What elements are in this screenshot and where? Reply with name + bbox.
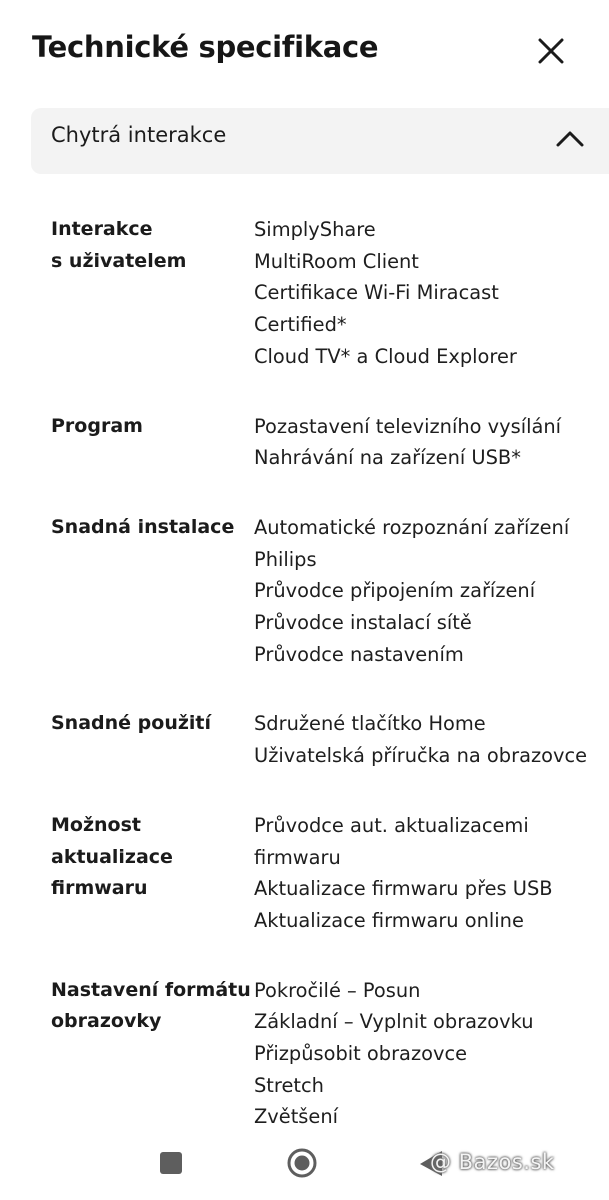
spec-value: Průvodce aut. aktualizacemi — [254, 813, 529, 837]
spec-label-line: Snadné použití — [51, 712, 212, 735]
spec-value: Automatické rozpoznání zařízení — [254, 515, 570, 539]
spec-value: Philips — [254, 547, 317, 571]
spec-value: Sdružené tlačítko Home — [254, 712, 486, 736]
chevron-up-icon — [555, 130, 585, 148]
spec-values — [254, 975, 604, 1128]
spec-label — [51, 810, 247, 905]
spec-value: Aktualizace firmwaru online — [254, 908, 524, 932]
spec-values — [254, 411, 604, 474]
spec-label-line: Program — [51, 414, 143, 437]
spec-value: Stretch — [254, 1073, 324, 1097]
close-button[interactable] — [532, 32, 570, 70]
spec-value: Aktualizace firmwaru přes USB — [254, 877, 553, 901]
spec-value: Průvodce nastavením — [254, 642, 464, 666]
spec-label — [51, 411, 247, 443]
spec-label — [51, 708, 247, 740]
spec-label-line: s uživatelem — [51, 249, 187, 272]
spec-value: MultiRoom Client — [254, 249, 419, 273]
spec-values — [254, 708, 604, 771]
spec-label-line: obrazovky — [51, 1010, 162, 1033]
spec-value: SimplyShare — [254, 218, 376, 241]
spec-value: Certifikace Wi-Fi Miracast — [254, 281, 499, 305]
spec-label-line: Interakce — [51, 218, 153, 240]
spec-value: Zvětšení — [254, 1105, 339, 1128]
spec-values — [254, 810, 604, 937]
spec-value: Cloud TV* a Cloud Explorer — [254, 344, 517, 368]
watermark: @ Bazos.sk — [430, 1150, 555, 1174]
close-icon — [538, 38, 564, 64]
spec-value: Nahrávání na zařízení USB* — [254, 446, 521, 470]
spec-list — [0, 214, 609, 1128]
square-home-icon[interactable] — [160, 1152, 182, 1174]
spec-value: Uživatelská příručka na obrazovce — [254, 744, 588, 768]
spec-label-line: Snadná instalace — [51, 515, 235, 538]
header — [0, 0, 609, 100]
spec-label-line: firmwaru — [51, 877, 148, 900]
spec-values — [254, 512, 604, 671]
circle-recents-icon[interactable] — [286, 1147, 318, 1179]
page-title: Technické specifikace — [32, 30, 379, 64]
spec-value: Přizpůsobit obrazovce — [254, 1042, 468, 1065]
spec-label — [51, 512, 247, 544]
collapse-toggle[interactable] — [553, 122, 587, 156]
spec-value: Certified* — [254, 313, 347, 337]
spec-label — [51, 975, 251, 1038]
spec-value: Základní – Vyplnit obrazovku — [254, 1010, 534, 1034]
spec-label — [51, 214, 247, 277]
section-title: Chytrá interakce — [51, 123, 227, 147]
spec-value: Pokročilé – Posun — [254, 978, 421, 1002]
spec-value: Průvodce připojením zařízení — [254, 579, 536, 603]
spec-value: Průvodce instalací sítě — [254, 611, 472, 634]
spec-label-line: Nastavení formátu — [51, 978, 251, 1001]
spec-value: Pozastavení televizního vysílání — [254, 414, 562, 438]
spec-label-line: aktualizace — [51, 845, 173, 868]
section-header-chytra-interakce[interactable] — [31, 108, 609, 174]
spec-values — [254, 214, 604, 373]
spec-value: firmwaru — [254, 845, 341, 869]
spec-label-line: Možnost — [51, 813, 141, 836]
